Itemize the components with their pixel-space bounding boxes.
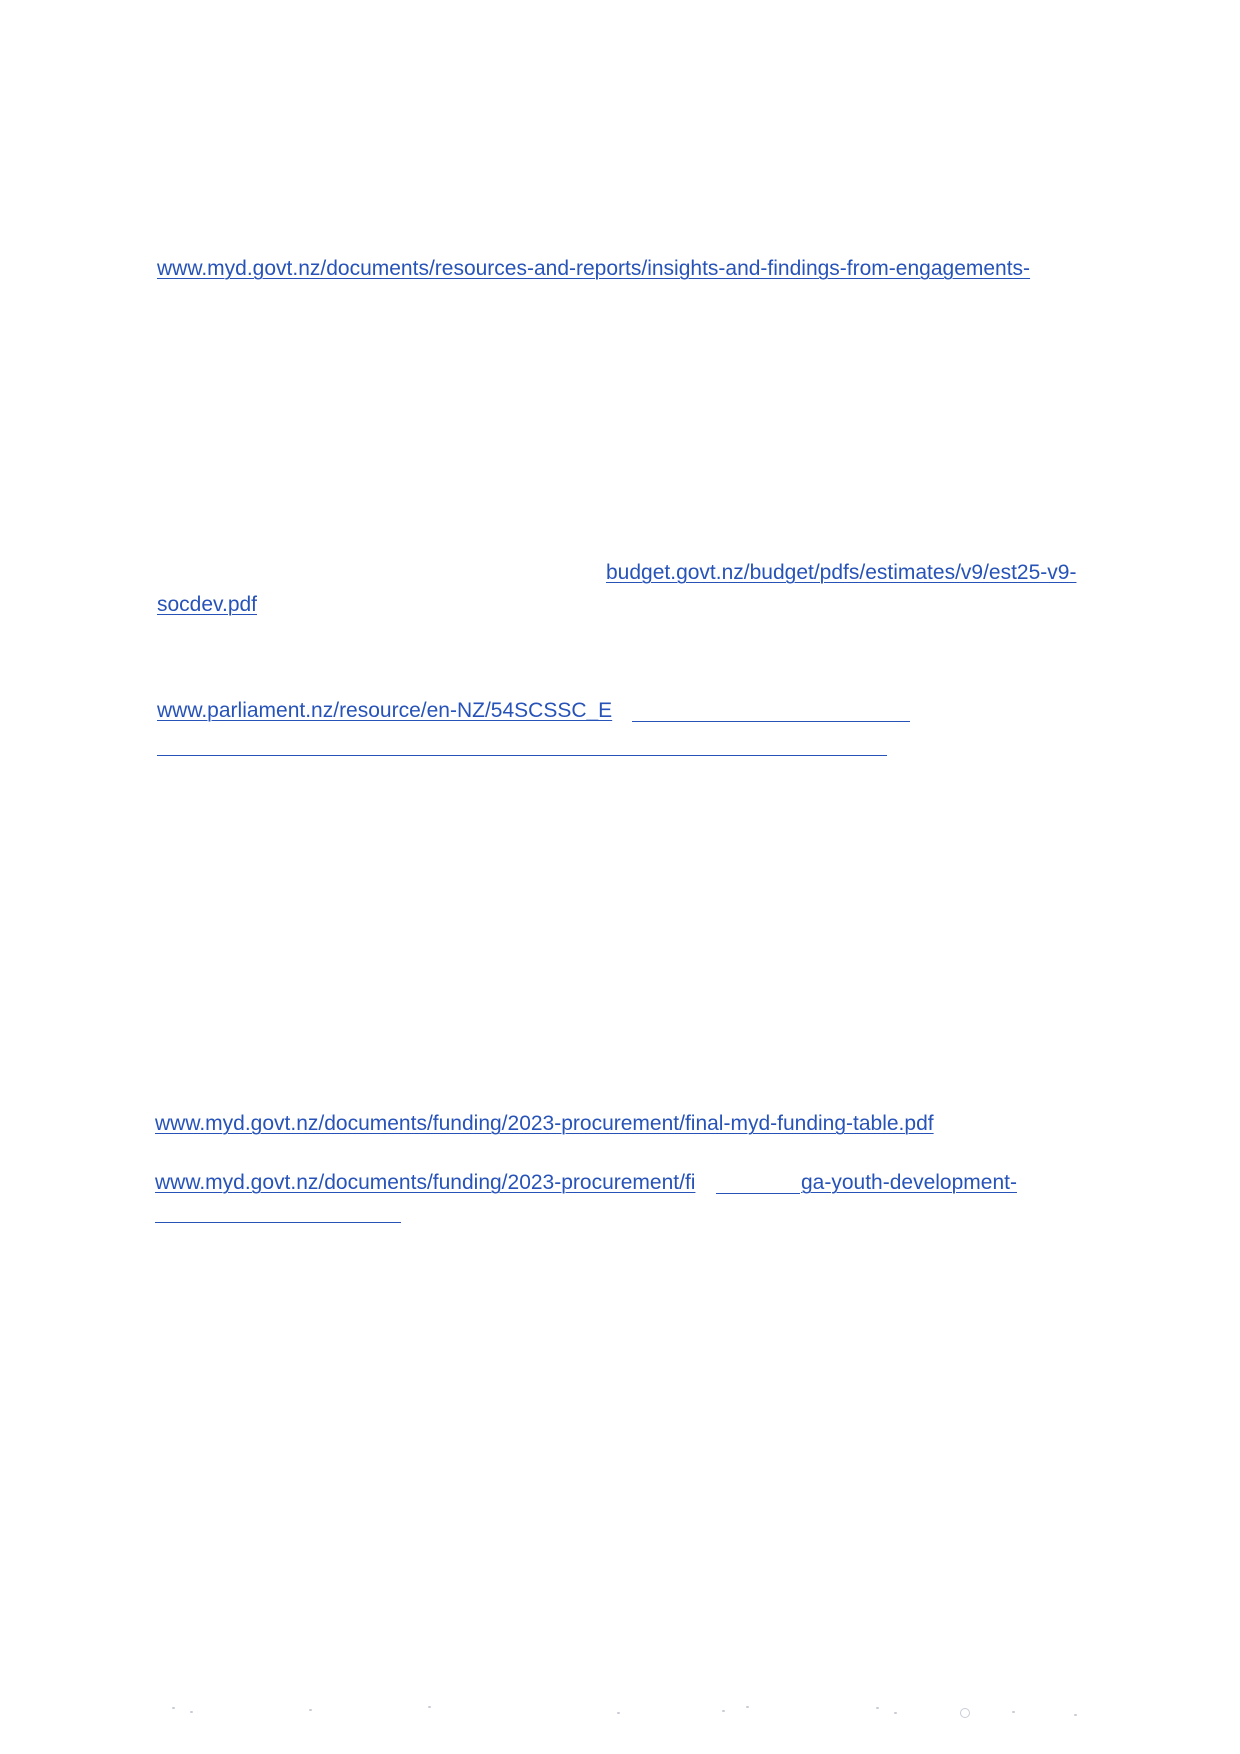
redacted-link-underline-final bbox=[155, 1222, 401, 1223]
link-parliament-resource[interactable]: www.parliament.nz/resource/en-NZ/54SCSSC_E bbox=[157, 699, 613, 722]
link-procurement-document[interactable]: www.myd.govt.nz/documents/funding/2023-procurement/fi bbox=[155, 1171, 696, 1194]
link-procurement-document-tail[interactable]: ga-youth-development- bbox=[801, 1171, 1017, 1194]
redacted-link-underline-continued bbox=[157, 755, 887, 756]
link-funding-table[interactable]: www.myd.govt.nz/documents/funding/2023-procurement/final-myd-funding-table.pdf bbox=[155, 1112, 934, 1135]
redacted-link-underline bbox=[632, 721, 910, 722]
link-insights-findings[interactable]: www.myd.govt.nz/documents/resources-and-reports/insights-and-findings-from-engagements- bbox=[157, 257, 1031, 280]
redacted-link-underline-gap bbox=[716, 1193, 800, 1194]
link-budget-estimates-continued[interactable]: socdev.pdf bbox=[157, 593, 258, 616]
link-budget-estimates[interactable]: budget.govt.nz/budget/pdfs/estimates/v9/est25-v9- bbox=[606, 561, 1077, 584]
